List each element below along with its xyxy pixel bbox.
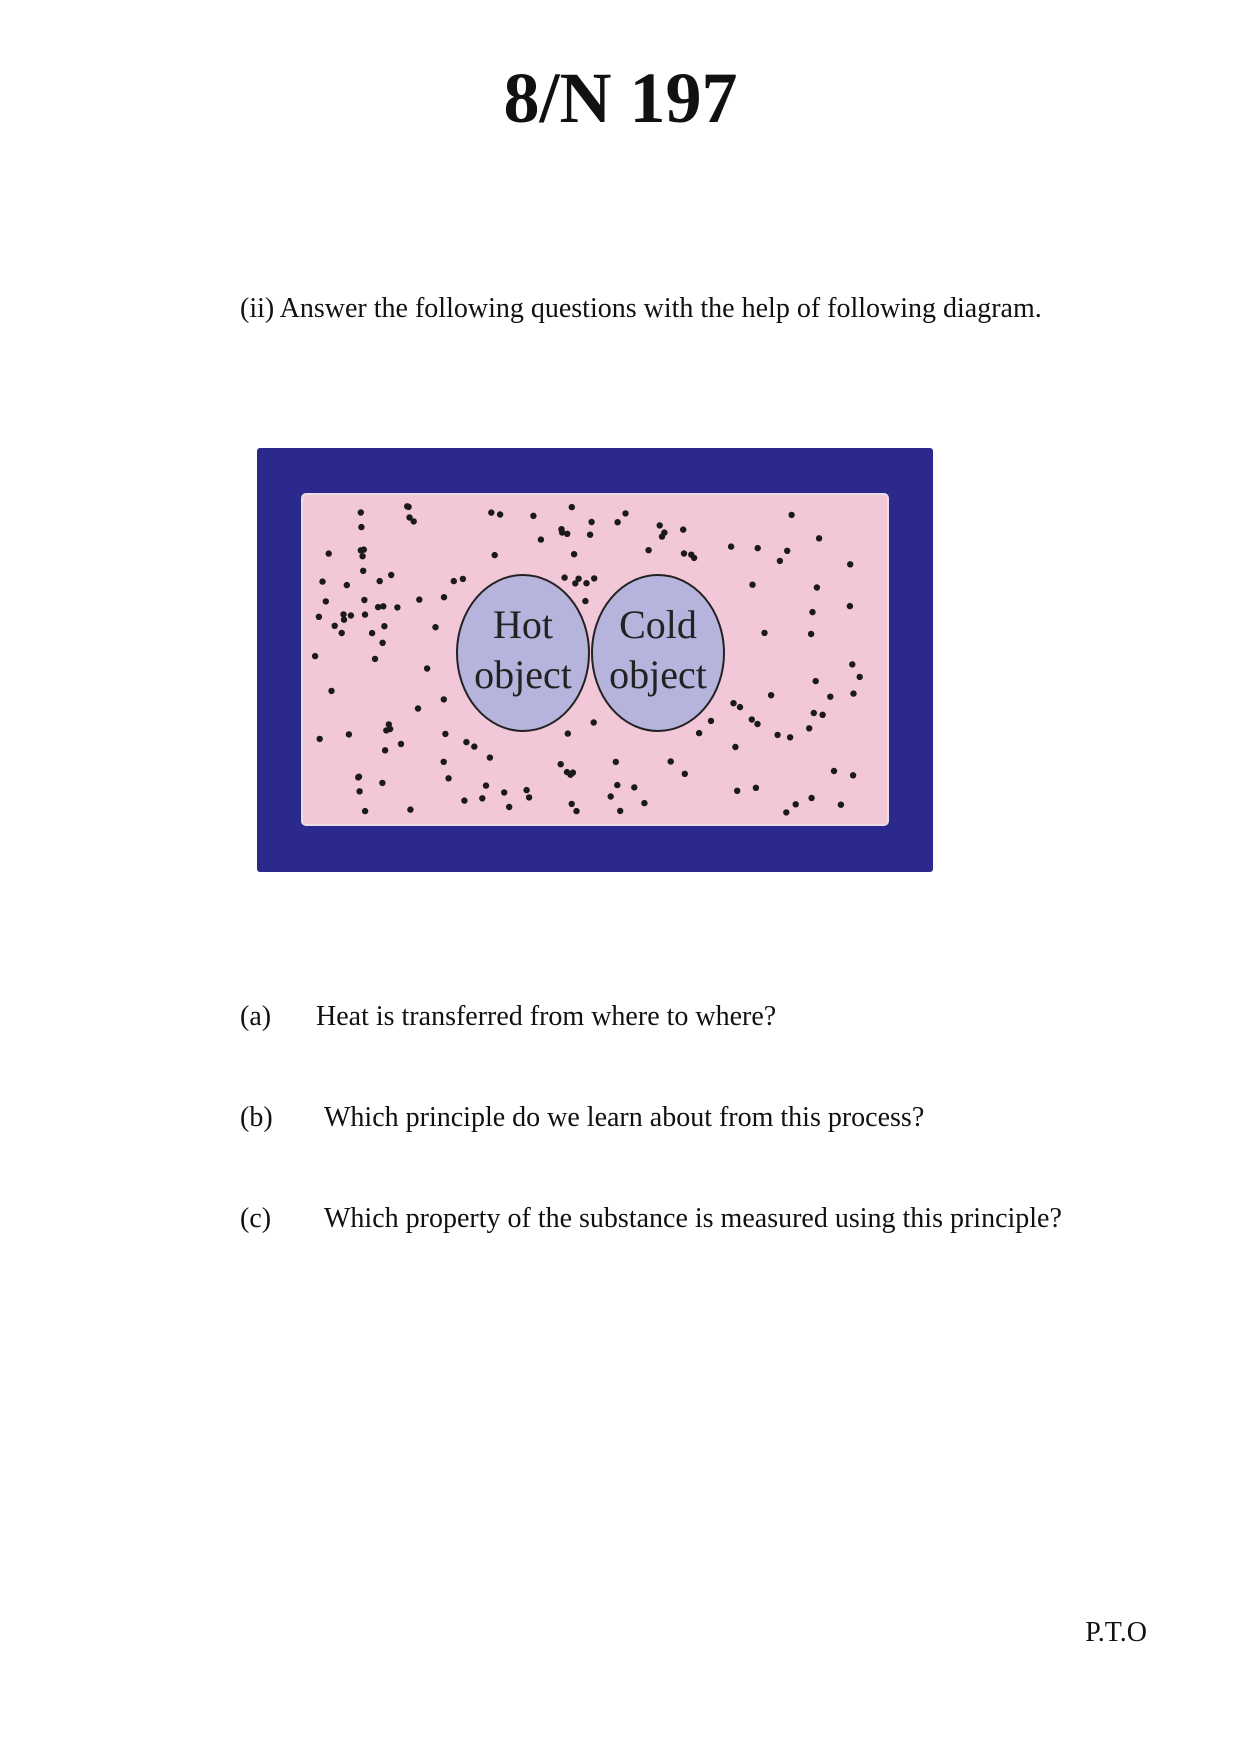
particle-dot: [382, 747, 388, 753]
particle-dot: [777, 558, 783, 564]
particle-dot: [479, 795, 485, 801]
particle-dot: [461, 797, 467, 803]
particle-dot: [657, 522, 663, 528]
particle-dot: [682, 771, 688, 777]
particle-dot: [569, 504, 575, 510]
particle-dot: [565, 730, 571, 736]
particle-dot: [355, 774, 361, 780]
hot-object-label-line1: Hot: [493, 602, 553, 647]
particle-dot: [415, 705, 421, 711]
particle-dot: [641, 800, 647, 806]
particle-dot: [340, 611, 346, 617]
particle-dot: [808, 631, 814, 637]
particle-dot: [317, 736, 323, 742]
particle-dot: [323, 598, 329, 604]
hot-object-label-line2: object: [474, 652, 572, 697]
particle-dot: [784, 548, 790, 554]
hot-object: [457, 575, 589, 731]
question-b-text: Which principle do we learn about from this process?: [324, 1102, 925, 1133]
particle-dot: [768, 692, 774, 698]
particle-dot: [372, 656, 378, 662]
particle-dot: [442, 731, 448, 737]
particle-dot: [827, 694, 833, 700]
particle-dot: [816, 535, 822, 541]
particle-dot: [761, 630, 767, 636]
particle-dot: [441, 696, 447, 702]
particle-dot: [416, 596, 422, 602]
particle-dot: [360, 568, 366, 574]
particle-dot: [806, 725, 812, 731]
particle-dot: [668, 758, 674, 764]
particle-dot: [749, 582, 755, 588]
particle-dot: [406, 514, 412, 520]
cold-object-label-line1: Cold: [619, 602, 697, 647]
cold-object: [592, 575, 724, 731]
particle-dot: [379, 780, 385, 786]
particle-dot: [358, 509, 364, 515]
particle-dot: [530, 513, 536, 519]
particle-dot: [659, 533, 665, 539]
particle-dot: [441, 759, 447, 765]
particle-dot: [591, 575, 597, 581]
particle-dot: [344, 582, 350, 588]
particle-dot: [407, 806, 413, 812]
question-c-text: Which property of the substance is measured using this principle?: [324, 1203, 1062, 1234]
particle-dot: [622, 510, 628, 516]
particle-dot: [332, 623, 338, 629]
particle-dot: [326, 550, 332, 556]
particle-dot: [613, 759, 619, 765]
particle-dot: [582, 598, 588, 604]
particle-dot: [788, 512, 794, 518]
question-b-label: (b): [240, 1102, 273, 1133]
particle-dot: [793, 801, 799, 807]
particle-dot: [312, 653, 318, 659]
particle-dot: [316, 614, 322, 620]
particle-dot: [501, 789, 507, 795]
particle-dot: [538, 536, 544, 542]
particle-dot: [737, 704, 743, 710]
particle-dot: [381, 623, 387, 629]
particle-dot: [617, 808, 623, 814]
particle-dot: [375, 604, 381, 610]
heat-transfer-diagram: [257, 448, 933, 872]
particle-dot: [432, 624, 438, 630]
particle-dot: [369, 630, 375, 636]
particle-dot: [328, 688, 334, 694]
particle-dot: [386, 721, 392, 727]
particle-dot: [398, 741, 404, 747]
particle-dot: [728, 543, 734, 549]
particle-dot: [588, 519, 594, 525]
particle-dot: [573, 808, 579, 814]
particle-dot: [405, 504, 411, 510]
particle-dot: [358, 547, 364, 553]
particle-dot: [831, 768, 837, 774]
particle-dot: [361, 597, 367, 603]
particle-dot: [377, 578, 383, 584]
particle-dot: [708, 718, 714, 724]
particle-dot: [857, 674, 863, 680]
particle-dot: [571, 551, 577, 557]
particle-dot: [506, 804, 512, 810]
particle-dot: [362, 611, 368, 617]
particle-dot: [523, 787, 529, 793]
particle-dot: [847, 561, 853, 567]
particle-dot: [847, 603, 853, 609]
particle-dot: [424, 665, 430, 671]
page-title: 8/N 197: [503, 58, 738, 138]
particle-dot: [356, 788, 362, 794]
particle-dot: [346, 731, 352, 737]
particle-dot: [379, 640, 385, 646]
particle-dot: [339, 630, 345, 636]
particle-dot: [811, 710, 817, 716]
particle-dot: [362, 808, 368, 814]
cold-object-label-line2: object: [609, 652, 707, 697]
particle-dot: [587, 532, 593, 538]
question-intro: (ii) Answer the following questions with the help of following diagram.: [240, 293, 1042, 324]
particle-dot: [463, 739, 469, 745]
particle-dot: [730, 700, 736, 706]
particle-dot: [849, 661, 855, 667]
particle-dot: [471, 743, 477, 749]
particle-dot: [358, 524, 364, 530]
particle-dot: [388, 572, 394, 578]
particle-dot: [783, 809, 789, 815]
particle-dot: [808, 795, 814, 801]
page-turn-note: P.T.O: [1085, 1617, 1147, 1648]
particle-dot: [645, 547, 651, 553]
particle-dot: [497, 511, 503, 517]
question-a-text: Heat is transferred from where to where?: [316, 1001, 777, 1032]
particle-dot: [559, 529, 565, 535]
particle-dot: [608, 793, 614, 799]
particle-dot: [614, 782, 620, 788]
particle-dot: [441, 594, 447, 600]
particle-dot: [394, 604, 400, 610]
particle-dot: [558, 761, 564, 767]
particle-dot: [819, 712, 825, 718]
particle-dot: [451, 578, 457, 584]
particle-dot: [814, 584, 820, 590]
question-a-label: (a): [240, 1001, 272, 1032]
particle-dot: [838, 802, 844, 808]
particle-dot: [809, 609, 815, 615]
particle-dot: [319, 578, 325, 584]
particle-dot: [526, 794, 532, 800]
particle-dot: [572, 580, 578, 586]
particle-dot: [488, 509, 494, 515]
particle-dot: [591, 719, 597, 725]
particle-dot: [359, 553, 365, 559]
particle-dot: [460, 576, 466, 582]
particle-dot: [614, 519, 620, 525]
particle-dot: [445, 775, 451, 781]
particle-dot: [680, 526, 686, 532]
particle-dot: [583, 580, 589, 586]
particle-dot: [754, 721, 760, 727]
particle-dot: [749, 716, 755, 722]
particle-dot: [487, 754, 493, 760]
particle-dot: [734, 788, 740, 794]
particle-dot: [564, 769, 570, 775]
particle-dot: [348, 612, 354, 618]
particle-dot: [681, 550, 687, 556]
particle-dot: [561, 574, 567, 580]
particle-dot: [732, 744, 738, 750]
particle-dot: [813, 678, 819, 684]
particle-dot: [691, 555, 697, 561]
particle-dot: [570, 769, 576, 775]
particle-dot: [569, 801, 575, 807]
particle-dot: [850, 772, 856, 778]
particle-dot: [787, 734, 793, 740]
particle-dot: [774, 732, 780, 738]
question-c-label: (c): [240, 1203, 272, 1234]
particle-dot: [631, 784, 637, 790]
particle-dot: [755, 545, 761, 551]
particle-dot: [696, 730, 702, 736]
particle-dot: [483, 782, 489, 788]
particle-dot: [753, 785, 759, 791]
particle-dot: [492, 552, 498, 558]
particle-dot: [850, 690, 856, 696]
